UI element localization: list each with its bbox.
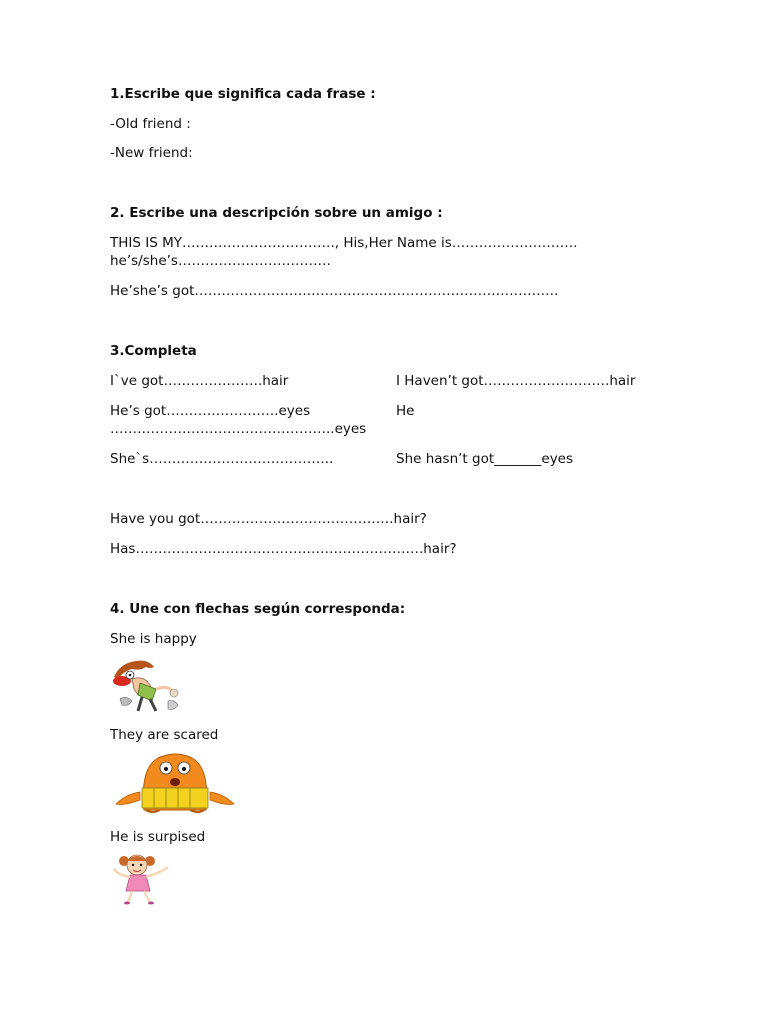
section2-heading: 2. Escribe una descripción sobre un amigo : [110, 205, 443, 221]
scared-man-cartoon-image [110, 655, 182, 715]
happy-girl-cartoon-image [110, 851, 178, 905]
old-friend-line: -Old friend : [110, 116, 191, 132]
he-eyes-wrap-line: …………………………………………..eyes [110, 421, 367, 437]
hes-shes-line: he’s/she’s……………………………. [110, 253, 331, 269]
i-havent-got-line: I Haven’t got……………………….hair [396, 373, 636, 389]
new-friend-line: -New friend: [110, 145, 193, 161]
surprised-orange-monster-cartoon-image [110, 752, 240, 814]
he-line: He [396, 403, 415, 419]
she-is-happy-label: She is happy [110, 631, 197, 647]
they-are-scared-label: They are scared [110, 727, 219, 743]
hes-got-line: He’she’s got…………………….……………………………………………….. [110, 283, 559, 299]
he-is-surpised-label: He is surpised [110, 829, 206, 845]
this-is-my-line: THIS IS MY……………………………., His,Her Name is………………………. [110, 235, 578, 251]
has-question: Has……………………………………………………….hair? [110, 541, 457, 557]
shes-line: She`s………………………………….. [110, 451, 334, 467]
hes-got-eyes-line: He’s got…………………….eyes [110, 403, 311, 419]
ive-got-line: I`ve got………………….hair [110, 373, 289, 389]
section1-heading: 1.Escribe que significa cada frase : [110, 86, 376, 102]
section4-heading: 4. Une con flechas según corresponda: [110, 601, 406, 617]
section3-heading: 3.Completa [110, 343, 197, 359]
have-you-got-question: Have you got…………………………………….hair? [110, 511, 427, 527]
she-hasnt-got-line: She hasn’t got_______eyes [396, 451, 574, 467]
